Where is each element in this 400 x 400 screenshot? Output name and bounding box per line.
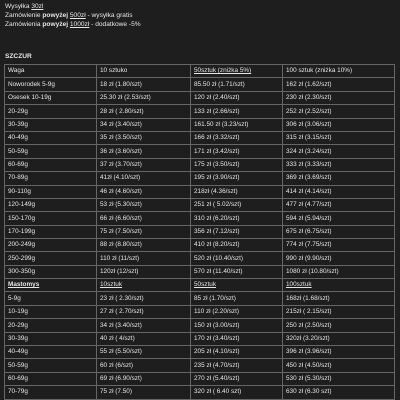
table-header-cell: 100 sztuk (zniżka 10%) (283, 65, 395, 78)
table-cell: 396 zł (3.96/szt) (283, 345, 395, 358)
table-cell: 37 zł (3.70/szt) (97, 158, 191, 171)
free-shipping-line: Zamówienie powyżej 500zł - wysyłka gratis (5, 12, 133, 19)
table-cell: 675 zł (6.75/szt) (283, 225, 395, 238)
table-cell: 450 zł (4.50/szt) (283, 359, 395, 372)
table-row (5, 319, 395, 332)
table-cell: 25.30 zł (2.53/szt) (97, 91, 191, 104)
table-cell: 20-29g (5, 105, 97, 118)
table-cell: 50-59g (5, 359, 97, 372)
table-row (5, 225, 395, 238)
table-cell: 170-199g (5, 225, 97, 238)
table-cell: 300-350g (5, 265, 97, 278)
table-cell: 90-110g (5, 185, 97, 198)
table-cell: 215zł ( 2.15/szt) (283, 305, 395, 318)
table-cell: 34 zł (3.40/szt) (97, 319, 191, 332)
table-cell: 40 zł ( 4/szt) (97, 332, 191, 345)
table-cell: 35 zł (3.50/szt) (97, 131, 191, 144)
mastomys-price-table (4, 278, 395, 400)
table-cell: 110 zł (11/szt) (97, 252, 191, 265)
shipping-info (5, 2, 141, 29)
table-cell: 175 zł (3.50/szt) (191, 158, 283, 171)
section-title: SZCZUR (5, 53, 32, 60)
table-header-cell: Mastomys (5, 279, 97, 292)
table-cell: 50-59g (5, 145, 97, 158)
table-cell: 477 zł (4.77/szt) (283, 198, 395, 211)
table-header-cell: Waga (5, 65, 97, 78)
table-row (5, 252, 395, 265)
table-cell: 30-39g (5, 118, 97, 131)
discount-line: Zamówienia powyżej 1000zł - dodatkowe -5% (5, 21, 141, 28)
table-row (5, 158, 395, 171)
table-cell: 324 zł (3.24/szt) (283, 145, 395, 158)
table-row (5, 172, 395, 185)
table-row (5, 105, 395, 118)
table-cell: 166 zł (3.32/szt) (191, 131, 283, 144)
table-cell: 120-149g (5, 198, 97, 211)
table-header-row (5, 65, 395, 78)
table-cell: 333 zł (3.33/szt) (283, 158, 395, 171)
table-row (5, 386, 395, 399)
table-row (5, 78, 395, 91)
table-cell: 120zł (12/szt) (97, 265, 191, 278)
table-header-cell: 10sztuk (97, 279, 191, 292)
table-cell: 55 zł (5.50/szt) (97, 345, 191, 358)
table-cell: 990 zł (9.90/szt) (283, 252, 395, 265)
table-cell: 10-19g (5, 305, 97, 318)
table-cell: 315 zł (3.15/szt) (283, 131, 395, 144)
table-cell: 27 zł ( 2.70/szt) (97, 305, 191, 318)
table-cell: 306 zł (3.06/szt) (283, 118, 395, 131)
table-cell: 120 zł (2.40/szt) (191, 91, 283, 104)
table-cell: 170 zł (3.40/szt) (191, 332, 283, 345)
table-cell: 630 zł (6.30 szt) (283, 386, 395, 399)
table-row (5, 345, 395, 358)
table-cell: 414 zł (4.14/szt) (283, 185, 395, 198)
table-cell: 320zł (3.20/szt) (283, 332, 395, 345)
rat-price-table (4, 64, 395, 279)
table-row (5, 198, 395, 211)
table-cell: 310 zł (6.20/szt) (191, 212, 283, 225)
table-cell: 75 zł (7.50) (97, 386, 191, 399)
table-row (5, 359, 395, 372)
table-cell: 250-299g (5, 252, 97, 265)
table-header-row (5, 279, 395, 292)
table-cell: 18 zł (1.80/szt) (97, 78, 191, 91)
table-cell: Osesek 10-19g (5, 91, 97, 104)
table-cell: 133 zł (2.66/szt) (191, 105, 283, 118)
table-cell: 40-49g (5, 345, 97, 358)
table-header-cell: 50sztuk (191, 279, 283, 292)
table-cell: 23 zł ( 2.30/szt) (97, 292, 191, 305)
table-cell: 150 zł (3.00/szt) (191, 319, 283, 332)
table-cell: 60-69g (5, 372, 97, 385)
table-cell: 70-79g (5, 386, 97, 399)
table-cell: 46 zł (4.60/szt) (97, 185, 191, 198)
table-cell: 41zł (4.10/szt) (97, 172, 191, 185)
table-cell: 88 zł (8.80/szt) (97, 239, 191, 252)
table-cell: 369 zł (3.69/szt) (283, 172, 395, 185)
table-cell: 520 zł (10.40/szt) (191, 252, 283, 265)
table-cell: 85.50 zł (1.71/szt) (191, 78, 283, 91)
table-cell: 530 zł (5.30/szt) (283, 372, 395, 385)
table-cell: 168zł (1.68/szt) (283, 292, 395, 305)
table-row (5, 185, 395, 198)
table-cell: 110 zł (2.20/szt) (191, 305, 283, 318)
table-cell: 774 zł (7.75/szt) (283, 239, 395, 252)
table-cell: 251 zł ( 5.02/szt) (191, 198, 283, 211)
table-cell: 594 zł (5.94/szt) (283, 212, 395, 225)
table-header-cell: 50sztuk (zniżka 5%) (191, 65, 283, 78)
table-cell: 171 zł (3.42/szt) (191, 145, 283, 158)
table-row (5, 239, 395, 252)
table-cell: 570 zł (11.40/szt) (191, 265, 283, 278)
table-cell: 250 zł (2.50/szt) (283, 319, 395, 332)
table-cell: 162 zł (1.62/szt) (283, 78, 395, 91)
table-cell: 40-49g (5, 131, 97, 144)
table-row (5, 292, 395, 305)
table-cell: 85 zł (1.70/szt) (191, 292, 283, 305)
table-cell: 60-69g (5, 158, 97, 171)
shipping-value: 30zl (31, 3, 44, 10)
table-cell: 34 zł (3.40/szt) (97, 118, 191, 131)
table-cell: 60 zł (6/szt) (97, 359, 191, 372)
table-cell: 53 zł (5.30/szt) (97, 198, 191, 211)
table-cell: 30-39g (5, 332, 97, 345)
table-cell: 410 zł (8.20/szt) (191, 239, 283, 252)
table-row (5, 265, 395, 278)
table-cell: 235 zł (4.70/szt) (191, 359, 283, 372)
table-row (5, 372, 395, 385)
table-cell: 36 zł (3.60/szt) (97, 145, 191, 158)
table-cell: 161.50 zł (3.23/szt) (191, 118, 283, 131)
table-cell: 66 zł (6.60/szt) (97, 212, 191, 225)
table-cell: 230 zł (2.30/szt) (283, 91, 395, 104)
table-row (5, 91, 395, 104)
table-cell: 270 zł (5.40/szt) (191, 372, 283, 385)
table-cell: 28 zł ( 2.80/szt) (97, 105, 191, 118)
table-cell: Noworodek 5-9g (5, 78, 97, 91)
table-cell: 20-29g (5, 319, 97, 332)
table-cell: 69 zł (6.90/szt) (97, 372, 191, 385)
table-cell: 218zł (4.36/szt) (191, 185, 283, 198)
table-row (5, 212, 395, 225)
table-header-cell: 10 sztuko (97, 65, 191, 78)
table-row (5, 145, 395, 158)
table-cell: 320 zł ( 6.40 szt) (191, 386, 283, 399)
table-cell: 70-89g (5, 172, 97, 185)
table-cell: 252 zł (2.52/szt) (283, 105, 395, 118)
table-cell: 5-9g (5, 292, 97, 305)
table-cell: 200-249g (5, 239, 97, 252)
table-cell: 1080 zł (10.80/szt) (283, 265, 395, 278)
table-row (5, 305, 395, 318)
table-row (5, 131, 395, 144)
table-cell: 356 zł (7.12/szt) (191, 225, 283, 238)
table-cell: 195 zł (3.90/szt) (191, 172, 283, 185)
table-cell: 205 zł (4.10/szt) (191, 345, 283, 358)
table-cell: 150-170g (5, 212, 97, 225)
table-header-cell: 100sztuk (283, 279, 395, 292)
table-cell: 75 zł (7.50/szt) (97, 225, 191, 238)
table-row (5, 118, 395, 131)
shipping-line: Wysyłka 30zl (5, 3, 44, 10)
table-row (5, 332, 395, 345)
